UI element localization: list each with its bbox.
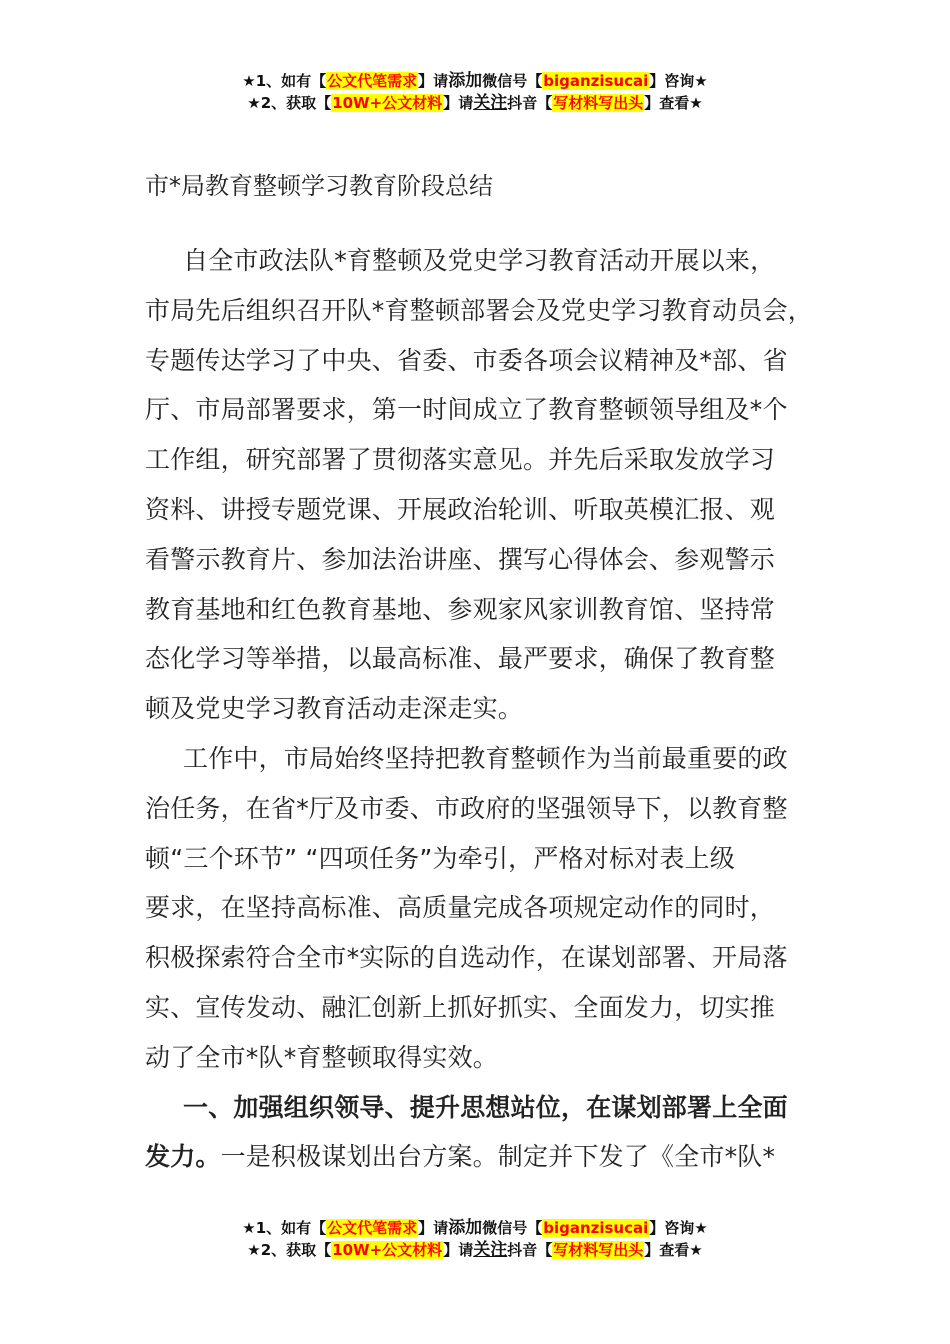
banner-text: 抖音【 <box>507 1241 553 1259</box>
banner-text: 抖音【 <box>507 94 553 112</box>
banner-emphasis: 关注 <box>473 93 508 113</box>
banner-highlight: 公文代笔需求 <box>327 72 418 90</box>
banner-highlight: 10W+公文材料 <box>332 1241 443 1259</box>
banner-highlight: 10W+公文材料 <box>332 94 443 112</box>
paragraph-line: 厅、市局部署要求，第一时间成立了教育整顿领导组及*个 <box>145 395 788 425</box>
paragraph-line: 看警示教育片、参加法治讲座、撰写心得体会、参观警示 <box>145 544 776 574</box>
paragraph-line: 动了全市*队*育整顿取得实效。 <box>145 1042 499 1072</box>
banner-highlight: 公文代笔需求 <box>327 1219 418 1237</box>
banner-emphasis: 添加 <box>448 71 483 91</box>
paragraph-line: 资料、讲授专题党课、开展政治轮训、听取英模汇报、观 <box>145 494 776 524</box>
banner-text: 】查看★ <box>644 1241 703 1259</box>
banner-text: ★1、如有【 <box>242 72 327 90</box>
paragraph-line: 积极探索符合全市*实际的自选动作，在谋划部署、开局落 <box>145 943 788 973</box>
paragraph-text: 一是积极谋划出台方案。制定并下发了《全市*队* <box>220 1142 776 1172</box>
banner-text: 】请 <box>443 1241 474 1259</box>
paragraph-line: 态化学习等举措，以最高标准、最严要求，确保了教育整 <box>145 644 776 674</box>
paragraph-line: 实、宣传发动、融汇创新上抓好抓实、全面发力，切实推 <box>145 992 776 1022</box>
banner-text: 】查看★ <box>644 94 703 112</box>
banner-text: ★1、如有【 <box>242 1219 327 1237</box>
banner-text: ★2、获取【 <box>247 94 332 112</box>
banner-emphasis: 添加 <box>448 1218 483 1238</box>
paragraph-line <box>107 1132 815 1182</box>
banner-line-1 <box>0 1217 950 1239</box>
paragraph-1 <box>145 236 815 734</box>
paragraph-line: 自全市政法队*育整顿及党史学习教育活动开展以来， <box>183 246 776 275</box>
banner-text: 】请 <box>418 72 449 90</box>
banner-text: 】请 <box>443 94 474 112</box>
banner-text: ★2、获取【 <box>247 1241 332 1259</box>
section-heading-end: 发力。 <box>145 1142 221 1172</box>
banner-line-2 <box>0 1239 950 1261</box>
banner-emphasis: 关注 <box>473 1240 508 1260</box>
banner-text: 】咨询★ <box>649 72 708 90</box>
paragraph-2 <box>145 734 815 1083</box>
banner-highlight-wechat: biganzisucai <box>543 1219 649 1237</box>
paragraph-line: 市局先后组织召开队*育整顿部署会及党史学习教育动员会， <box>145 295 813 325</box>
paragraph-line: 顿“三个环节” “四项任务”为牵引，严格对标对表上级 <box>145 843 735 873</box>
section-heading: 一、加强组织领导、提升思想站位，在谋划部署上全面 <box>183 1092 788 1122</box>
paragraph-line: 教育基地和红色教育基地、参观家风家训教育馆、坚持常 <box>145 594 776 624</box>
banner-line-1 <box>0 70 950 92</box>
paragraph-line: 工作组，研究部署了贯彻落实意见。并先后采取发放学习 <box>145 445 776 475</box>
paragraph-line: 工作中，市局始终坚持把教育整顿作为当前最重要的政 <box>183 743 788 773</box>
banner-text: 微信号【 <box>482 72 543 90</box>
banner-text: 】咨询★ <box>649 1219 708 1237</box>
document-body <box>145 170 815 1182</box>
footer-banner <box>0 1217 950 1261</box>
banner-text: 】请 <box>418 1219 449 1237</box>
paragraph-line: 专题传达学习了中央、省委、市委各项会议精神及*部、省 <box>145 345 788 375</box>
banner-text: 微信号【 <box>482 1219 543 1237</box>
banner-highlight-douyin: 写材料写出头 <box>553 94 644 112</box>
banner-highlight-wechat: biganzisucai <box>543 72 649 90</box>
paragraph-line: 顿及党史学习教育活动走深走实。 <box>145 694 524 724</box>
document-title: 市*局教育整顿学习教育阶段总结 <box>145 172 493 200</box>
header-banner <box>0 70 950 114</box>
paragraph-line: 治任务，在省*厅及市委、市政府的坚强领导下，以教育整 <box>145 793 788 823</box>
banner-line-2 <box>0 92 950 114</box>
paragraph-line: 要求，在坚持高标准、高质量完成各项规定动作的同时， <box>145 893 776 923</box>
banner-highlight-douyin: 写材料写出头 <box>553 1241 644 1259</box>
paragraph-3 <box>145 1083 815 1183</box>
